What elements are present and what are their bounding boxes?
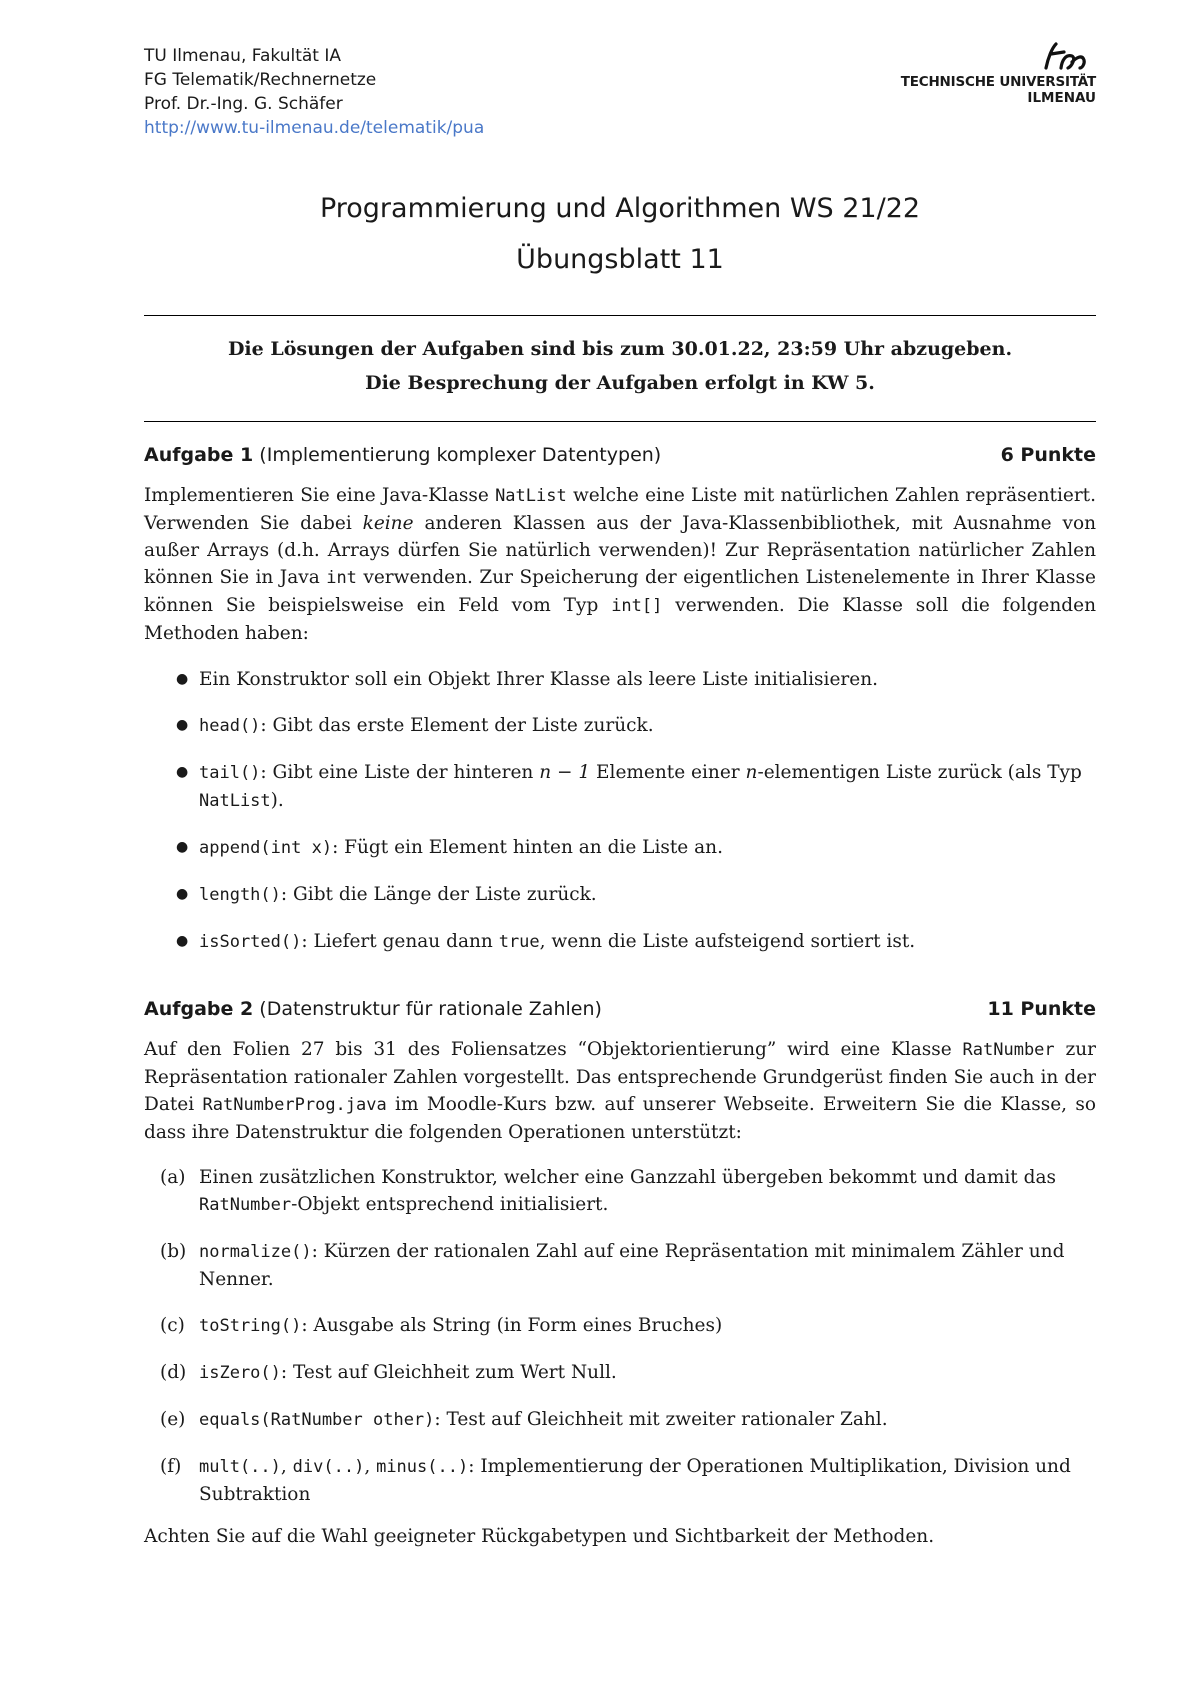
task2-topic: (Datenstruktur für rationale Zahlen) [259,998,602,1020]
list-item: (f) mult(..), div(..), minus(..): Implementierung der Operationen Multiplikation, Division und Subtraktion [144,1453,1096,1508]
list-item: (b) normalize(): Kürzen der rationalen Zahl auf eine Repräsentation mit minimalem Zähler und Nenner. [144,1238,1096,1293]
bullet-icon: ● [176,717,189,733]
enum-marker: (b) [160,1241,187,1262]
task1-points: 6 Punkte [1000,444,1096,466]
course-url-link[interactable]: http://www.tu-ilmenau.de/telematik/pua [144,118,485,138]
list-item: ● head(): Gibt das erste Element der Liste zurück. [144,712,1096,740]
task2-label: Aufgabe 2 [144,998,254,1020]
task2-points: 11 Punkte [987,998,1096,1020]
list-item: (a) Einen zusätzlichen Konstruktor, welcher eine Ganzzahl übergeben bekommt und damit das RatNumber-Objekt entsprechend initialisiert. [144,1164,1096,1219]
bottom-divider [144,421,1096,422]
bullet-icon: ● [176,886,189,902]
list-item: ● length(): Gibt die Länge der Liste zurück. [144,881,1096,909]
top-divider [144,315,1096,316]
task1-topic: (Implementierung komplexer Datentypen) [259,444,662,466]
enum-marker: (d) [160,1362,187,1383]
task1-label: Aufgabe 1 [144,444,254,466]
course-title: Programmierung und Algorithmen WS 21/22 [319,193,921,224]
list-item: (c) toString(): Ausgabe als String (in Form eines Bruches) [144,1312,1096,1340]
enum-marker: (a) [160,1167,186,1188]
bullet-icon: ● [176,933,189,949]
list-item: (d) isZero(): Test auf Gleichheit zum Wert Null. [144,1359,1096,1387]
enum-marker: (f) [160,1456,182,1477]
faculty-line: TU Ilmenau, Fakultät IA [144,46,342,66]
task1-intro: Implementieren Sie eine Java-Klasse NatList welche eine Liste mit natürlichen Zahlen repräsentiert. Verwenden Sie dabei keine anderen Klassen aus der Java-Klassenbibliothek, mit Ausnahme von außer Arrays (d.h. Arrays dürfen Sie natürlich verwenden)! Zur Repräsentation natürlicher Zahlen können Sie in Java int verwenden. Zur Speicherung der eigentlichen Listenelemente in Ihrer Klasse können Sie beispielsweise ein Feld vom Typ int[] verwenden. Die Klasse soll die folgenden Methoden haben: [144,485,1096,644]
professor-line: Prof. Dr.-Ing. G. Schäfer [144,94,343,114]
department-line: FG Telematik/Rechnernetze [144,70,377,90]
deadline-notice: Die Lösungen der Aufgaben sind bis zum 30.01.22, 23:59 Uhr abzugeben. [227,338,1013,360]
bullet-icon: ● [176,764,189,780]
university-logo [896,40,1096,106]
task1-heading [144,444,1096,466]
list-item: ● append(int x): Fügt ein Element hinten an die Liste an. [144,834,1096,862]
task2-intro: Auf den Folien 27 bis 31 des Foliensatzes “Objektorientierung” wird eine Klasse RatNumber zur Repräsentation rationaler Zahlen vorgestellt. Das entsprechende Grundgerüst finden Sie auch in der Datei RatNumberProg.java im Moodle-Kurs bzw. auf unserer Webseite. Erweitern Sie die Klasse, so dass ihre Datenstruktur die folgenden Operationen unterstützt: [144,1039,1097,1143]
discussion-notice: Die Besprechung der Aufgaben erfolgt in KW 5. [365,372,875,394]
list-item: ● tail(): Gibt eine Liste der hinteren n − 1 Elemente einer n-elementigen Liste zurück (als Typ NatList). [144,759,1096,815]
task2-operation-list [144,1164,1096,1527]
institution-header [144,44,484,140]
enum-marker: (e) [160,1409,186,1430]
list-item: ● Ein Konstruktor soll ein Objekt Ihrer Klasse als leere Liste initialisieren. [144,666,1096,693]
bullet-icon: ● [176,671,189,687]
task2-heading [144,998,1096,1020]
logo-text-line2: ILMENAU [1027,90,1096,106]
tu-ilmenau-logo-icon [896,40,1096,74]
list-item: ● isSorted(): Liefert genau dann true, wenn die Liste aufsteigend sortiert ist. [144,928,1096,956]
list-item: (e) equals(RatNumber other): Test auf Gleichheit mit zweiter rationaler Zahl. [144,1406,1096,1434]
bullet-icon: ● [176,839,189,855]
logo-text-line1: TECHNISCHE UNIVERSITÄT [900,74,1096,90]
enum-marker: (c) [160,1315,185,1336]
task1-method-list [144,666,1096,975]
sheet-title: Übungsblatt 11 [516,244,724,275]
task2-closing-note: Achten Sie auf die Wahl geeigneter Rückgabetypen und Sichtbarkeit der Methoden. [144,1526,935,1547]
